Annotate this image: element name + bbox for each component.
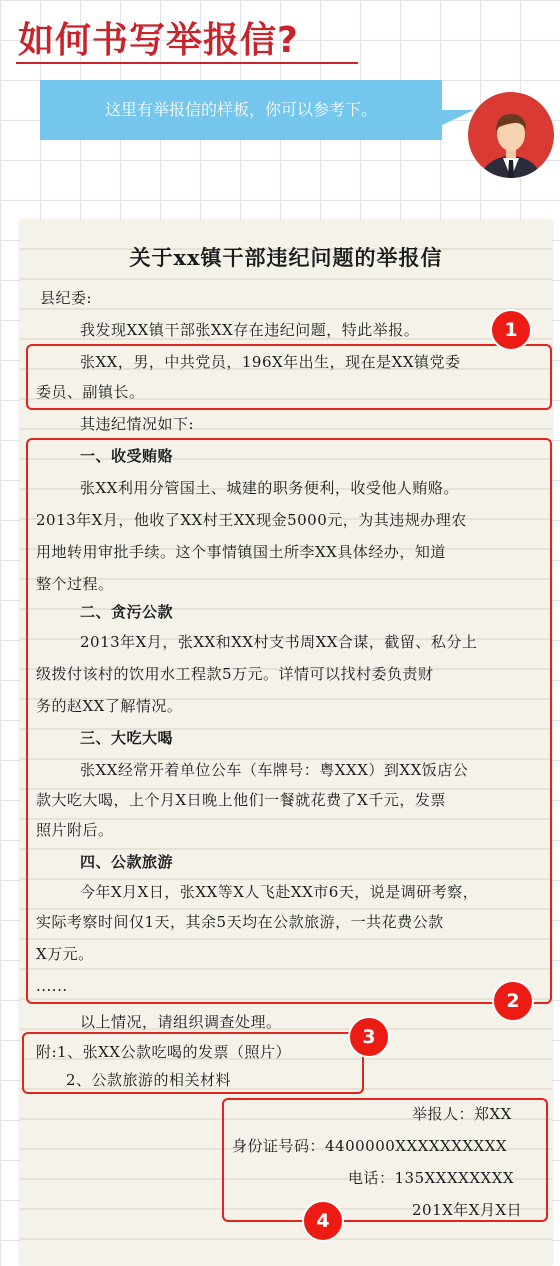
highlight-box-facts <box>26 438 552 1004</box>
salutation: 县纪委: <box>40 289 93 307</box>
id-number-line: 身份证号码：4400000XXXXXXXXXX <box>232 1137 508 1155</box>
closing-line: 以上情况，请组织调查处理。 <box>80 1013 282 1031</box>
badge-4: 4 <box>302 1200 344 1242</box>
section-line: 实际考察时间仅1天，其余5天均在公款旅游，一共花费公款 <box>36 913 444 931</box>
badge-2: 2 <box>492 980 534 1022</box>
lead-line: 其违纪情况如下: <box>80 415 195 433</box>
title-underline <box>16 62 358 64</box>
section-line: 今年X月X日，张XX等X人飞赴XX市6天，说是调研考察， <box>80 883 479 901</box>
highlight-box-attachments <box>22 1032 364 1094</box>
person-line: 委员、副镇长。 <box>36 383 145 401</box>
highlight-box-signature <box>222 1098 548 1222</box>
section-line: 款大吃大喝，上个月X日晚上他们一餐就花费了X千元，发票 <box>36 791 446 809</box>
section-line: 级拨付该村的饮用水工程款5万元。详情可以找村委负责财 <box>36 665 434 683</box>
speech-bubble: 这里有举报信的样板，你可以参考下。 <box>40 80 442 140</box>
section-heading: 三、大吃大喝 <box>80 729 174 747</box>
section-heading: 四、公款旅游 <box>80 853 174 871</box>
businessman-avatar-icon <box>468 92 554 178</box>
intro-line: 我发现XX镇干部张XX存在违纪问题，特此举报。 <box>80 321 420 339</box>
phone-line: 电话：135XXXXXXXX <box>348 1169 515 1187</box>
section-heading: 一、收受贿赂 <box>80 447 174 465</box>
badge-3: 3 <box>348 1016 390 1058</box>
attachment-line: 2、公款旅游的相关材料 <box>66 1071 232 1089</box>
badge-1: 1 <box>490 309 532 351</box>
letter-title: 关于xx镇干部违纪问题的举报信 <box>129 245 443 270</box>
date-line: 201X年X月X日 <box>412 1201 523 1219</box>
section-line: 张XX经常开着单位公车（车牌号：粤XXX）到XX饭店公 <box>80 761 469 779</box>
section-line: 务的赵XX了解情况。 <box>36 697 183 715</box>
attachment-line: 附:1、张XX公款吃喝的发票（照片） <box>36 1043 291 1061</box>
person-line: 张XX，男，中共党员，196X年出生，现在是XX镇党委 <box>80 353 461 371</box>
section-heading: 二、贪污公款 <box>80 603 174 621</box>
page-title: 如何书写举报信? <box>18 20 299 61</box>
highlight-box-person <box>26 344 552 410</box>
section-line: 照片附后。 <box>36 821 114 839</box>
section-line: 张XX利用分管国土、城建的职务便利，收受他人贿赂。 <box>80 479 459 497</box>
section-line: 用地转用审批手续。这个事情镇国土所李XX具体经办，知道 <box>36 543 446 561</box>
section-line: 整个过程。 <box>36 575 114 593</box>
reporter-line: 举报人：郑XX <box>412 1105 512 1123</box>
section-line: 2013年X月，他收了XX村王XX现金5000元，为其违规办理农 <box>36 511 467 529</box>
section-line: 2013年X月，张XX和XX村支书周XX合谋，截留、私分上 <box>80 633 478 651</box>
section-line: X万元。 <box>36 945 94 963</box>
ellipsis: ...... <box>36 977 68 995</box>
